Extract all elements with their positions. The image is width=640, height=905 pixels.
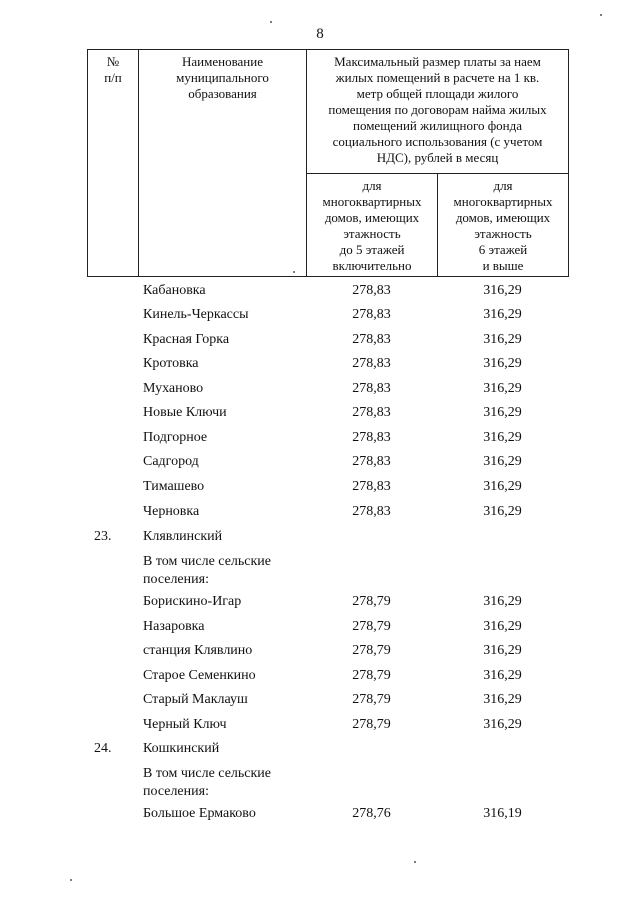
district-name: Кошкинский bbox=[143, 741, 220, 756]
fee-6-floors-and-above: 316,29 bbox=[483, 594, 522, 609]
settlement-name: Борискино-Игар bbox=[143, 594, 242, 609]
table-row bbox=[0, 303, 640, 327]
table-row bbox=[0, 352, 640, 376]
header-up-to-5-floors: для многоквартирных домов, имеющих этажность до 5 этажей включительно bbox=[322, 178, 422, 273]
settlement-name: Черный Ключ bbox=[143, 717, 227, 732]
settlement-name: Красная Горка bbox=[143, 332, 230, 347]
fee-up-to-5-floors: 278,79 bbox=[352, 692, 391, 707]
fee-up-to-5-floors: 278,83 bbox=[352, 504, 391, 519]
fee-up-to-5-floors: 278,83 bbox=[352, 332, 391, 347]
fee-6-floors-and-above: 316,29 bbox=[483, 356, 522, 371]
fee-6-floors-and-above: 316,29 bbox=[483, 692, 522, 707]
district-row bbox=[0, 525, 640, 549]
table-row bbox=[0, 328, 640, 352]
table-row bbox=[0, 475, 640, 499]
table-row bbox=[0, 639, 640, 663]
settlement-name: Старое Семенкино bbox=[143, 668, 256, 683]
district-name: Клявлинский bbox=[143, 529, 223, 544]
fee-up-to-5-floors: 278,83 bbox=[352, 479, 391, 494]
header-top-border bbox=[87, 49, 569, 50]
settlement-name: Черновка bbox=[143, 504, 200, 519]
scan-speck bbox=[70, 879, 72, 881]
fee-6-floors-and-above: 316,29 bbox=[483, 405, 522, 420]
fee-6-floors-and-above: 316,29 bbox=[483, 381, 522, 396]
table-row bbox=[0, 401, 640, 425]
fee-up-to-5-floors: 278,83 bbox=[352, 283, 391, 298]
table-row bbox=[0, 450, 640, 474]
table-row bbox=[0, 664, 640, 688]
fee-up-to-5-floors: 278,76 bbox=[352, 806, 391, 821]
scan-speck bbox=[293, 271, 295, 273]
scan-speck bbox=[600, 14, 602, 16]
settlement-name: Большое Ермаково bbox=[143, 806, 256, 821]
settlement-name: станция Клявлино bbox=[143, 643, 253, 658]
fee-up-to-5-floors: 278,83 bbox=[352, 356, 391, 371]
header-municipality: Наименование муниципального образования bbox=[176, 54, 269, 101]
fee-6-floors-and-above: 316,19 bbox=[483, 806, 522, 821]
fee-6-floors-and-above: 316,29 bbox=[483, 430, 522, 445]
fee-up-to-5-floors: 278,83 bbox=[352, 430, 391, 445]
fee-6-floors-and-above: 316,29 bbox=[483, 479, 522, 494]
fee-6-floors-and-above: 316,29 bbox=[483, 717, 522, 732]
district-number: 23. bbox=[94, 529, 112, 544]
rural-settlements-subheading: В том числе сельские поселения: bbox=[143, 554, 272, 587]
fee-up-to-5-floors: 278,83 bbox=[352, 454, 391, 469]
fee-up-to-5-floors: 278,79 bbox=[352, 668, 391, 683]
fee-6-floors-and-above: 316,29 bbox=[483, 619, 522, 634]
table-row bbox=[0, 802, 640, 826]
scan-speck bbox=[270, 21, 272, 23]
district-row bbox=[0, 737, 640, 761]
settlement-name: Подгорное bbox=[143, 430, 208, 445]
table-row bbox=[0, 377, 640, 401]
header-max-fee: Максимальный размер платы за наем жилых помещений в расчете на 1 кв. метр общей площади жилого помещения по договорам найма жилых помещений жилищного фонда социального использования (с учетом НДС), рублей в месяц bbox=[328, 54, 547, 165]
header-6-floors-and-above: для многоквартирных домов, имеющих этажность 6 этажей и выше bbox=[453, 178, 553, 273]
scan-speck bbox=[414, 861, 416, 863]
fee-6-floors-and-above: 316,29 bbox=[483, 668, 522, 683]
fee-up-to-5-floors: 278,79 bbox=[352, 643, 391, 658]
fee-up-to-5-floors: 278,79 bbox=[352, 594, 391, 609]
fee-6-floors-and-above: 316,29 bbox=[483, 454, 522, 469]
table-row bbox=[0, 590, 640, 614]
fee-6-floors-and-above: 316,29 bbox=[483, 283, 522, 298]
settlement-name: Назаровка bbox=[143, 619, 205, 634]
settlement-name: Новые Ключи bbox=[143, 405, 227, 420]
settlement-name: Старый Маклауш bbox=[143, 692, 248, 707]
district-number: 24. bbox=[94, 741, 112, 756]
page-number: 8 bbox=[316, 26, 324, 42]
rural-settlements-subheading: В том числе сельские поселения: bbox=[143, 766, 272, 799]
header-right-border bbox=[568, 49, 569, 277]
fee-6-floors-and-above: 316,29 bbox=[483, 307, 522, 322]
fee-up-to-5-floors: 278,83 bbox=[352, 307, 391, 322]
settlement-name: Кинель-Черкассы bbox=[143, 307, 249, 322]
settlement-name: Кротовка bbox=[143, 356, 199, 371]
fee-up-to-5-floors: 278,83 bbox=[352, 381, 391, 396]
fee-up-to-5-floors: 278,79 bbox=[352, 619, 391, 634]
settlement-name: Садгород bbox=[143, 454, 199, 469]
fee-up-to-5-floors: 278,83 bbox=[352, 405, 391, 420]
header-bottom-border bbox=[87, 276, 569, 277]
fee-6-floors-and-above: 316,29 bbox=[483, 643, 522, 658]
table-row bbox=[0, 426, 640, 450]
header-number: № п/п bbox=[104, 54, 122, 85]
fee-up-to-5-floors: 278,79 bbox=[352, 717, 391, 732]
settlement-name: Тимашево bbox=[143, 479, 205, 494]
table-row bbox=[0, 500, 640, 524]
table-header bbox=[0, 0, 640, 277]
settlement-name: Муханово bbox=[143, 381, 204, 396]
fee-6-floors-and-above: 316,29 bbox=[483, 332, 522, 347]
table-row bbox=[0, 713, 640, 737]
table-row bbox=[0, 688, 640, 712]
table-row bbox=[0, 279, 640, 303]
settlement-name: Кабановка bbox=[143, 283, 206, 298]
fee-6-floors-and-above: 316,29 bbox=[483, 504, 522, 519]
table-row bbox=[0, 615, 640, 639]
